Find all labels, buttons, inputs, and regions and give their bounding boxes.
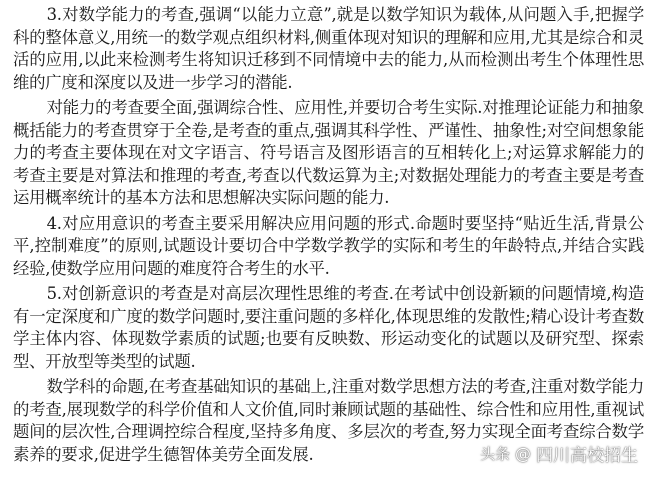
watermark — [480, 441, 638, 466]
paragraph-summary: 数学科的命题,在考查基础知识的基础上,注重对数学思想方法的考查,注重对数学能力的考查,展现数学的科学价值和人文价值,同时兼顾试题的基础性、综合性和应用性,重视试题间的层次性,合理调控综合程度,坚持多角度、多层次的考查,努力实现全面考查综合数学素养的要求,促进学生德智体美劳全面发展. — [13, 377, 644, 464]
paragraph-math-ability: 3.对数学能力的考查,强调“以能力立意”,就是以数学知识为载体,从问题入手,把握学科的整体意义,用统一的数学观点组织材料,侧重体现对知识的理解和应用,尤其是综合和灵活的应用,以此来检测考生将知识迁移到不同情境中去的能力,从而检测出考生个体理性思维的广度和深度以及进一步学习的潜能. — [13, 5, 644, 92]
watermark-account: 四川高校招生 — [536, 446, 638, 466]
watermark-brand: 头条 — [479, 445, 510, 463]
paragraph-application-awareness: 4.对应用意识的考查主要采用解决应用问题的形式.命题时要坚持“贴近生活,背景公平,控制难度”的原则,试题设计要切合中学数学教学的实际和考生的年龄特点,并结合实践经验,使数学应用问题的难度符合考生的水平. — [13, 213, 644, 278]
paragraph-ability-comprehensive: 对能力的考查要全面,强调综合性、应用性,并要切合考生实际.对推理论证能力和抽象概括能力的考查贯穿于全卷,是考查的重点,强调其科学性、严谨性、抽象性;对空间想象能力的考查主要体现在对文字语言、符号语言及图形语言的互相转化上;对运算求解能力的考查主要是对算法和推理的考查,考查以代数运算为主;对数据处理能力的考查主要是考查运用概率统计的基本方法和思想解决实际问题的能力. — [13, 98, 644, 207]
watermark-at-sign: @ — [515, 444, 531, 463]
paragraph-innovation-awareness: 5.对创新意识的考查是对高层次理性思维的考查.在考试中创设新颖的问题情境,构造有一定深度和广度的数学问题时,要注重问题的多样化,体现思维的发散性;精心设计考查数学主体内容、体现数学素质的试题;也要有反映数、形运动变化的试题以及研究型、探索型、开放型等类型的试题. — [13, 284, 644, 371]
